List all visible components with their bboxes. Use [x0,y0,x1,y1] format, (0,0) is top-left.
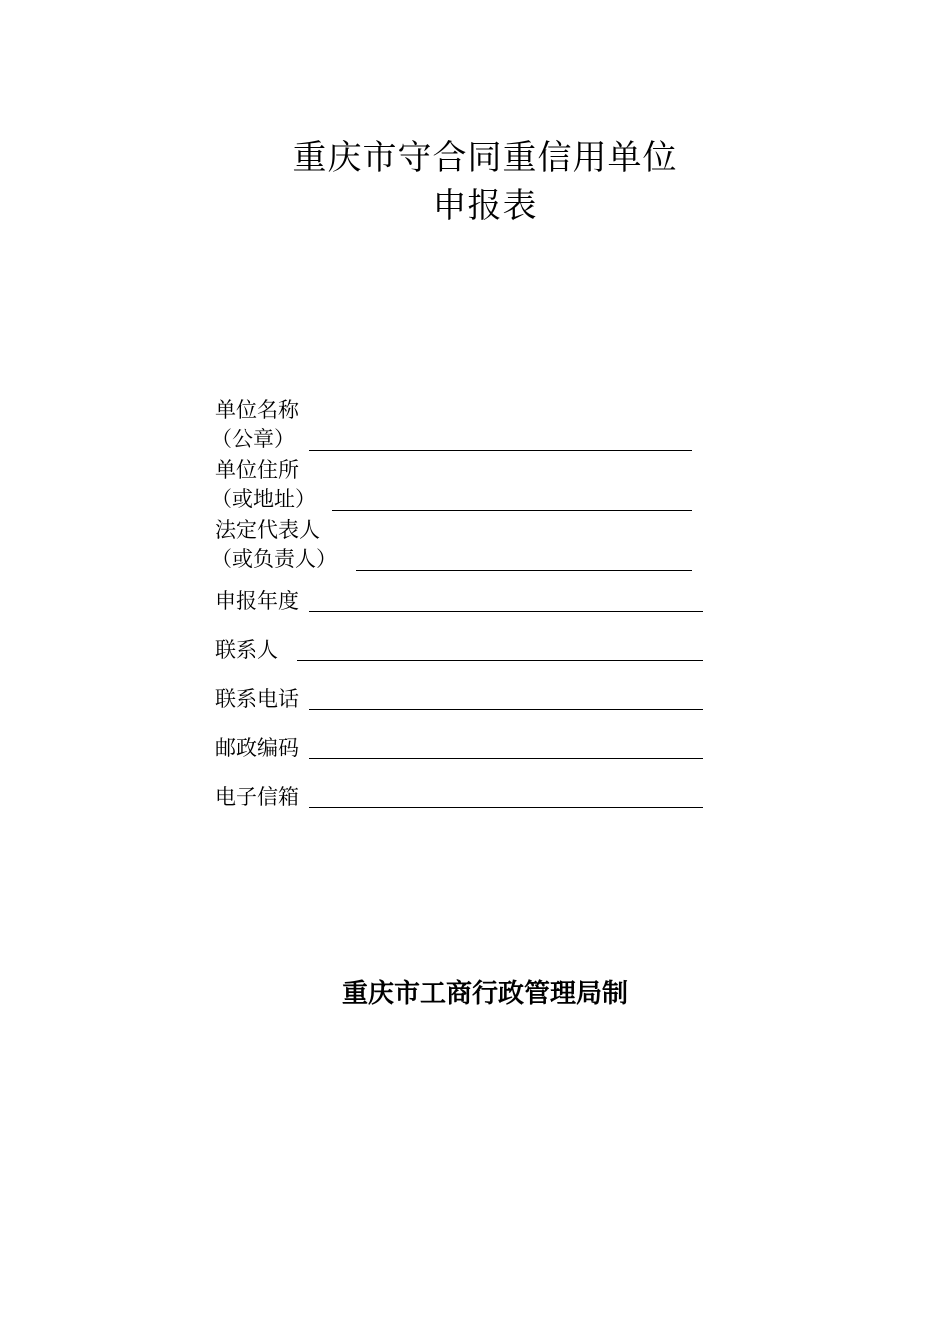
report-year-input-line[interactable] [309,611,703,612]
contact-person-input-line[interactable] [297,660,703,661]
legal-representative-input-line[interactable] [356,570,692,571]
report-year-label: 申报年度 [215,589,299,613]
contact-phone-label: 联系电话 [215,687,299,711]
legal-representative-alt-label: （或负责人） [211,547,337,571]
unit-address-alt-label: （或地址） [211,487,316,511]
issuer-footer: 重庆市工商行政管理局制 [341,979,628,1009]
document-title-line-1: 重庆市守合同重信用单位 [292,138,678,178]
email-input-line[interactable] [309,807,703,808]
unit-name-input-line[interactable] [309,450,692,451]
legal-representative-label: 法定代表人 [215,518,320,542]
contact-person-label: 联系人 [215,638,278,662]
unit-name-label: 单位名称 [215,398,299,422]
unit-address-label: 单位住所 [215,458,299,482]
contact-phone-input-line[interactable] [309,709,703,710]
postal-code-label: 邮政编码 [215,736,299,760]
unit-address-input-line[interactable] [332,510,692,511]
document-title-line-2: 申报表 [432,186,538,226]
email-label: 电子信箱 [215,785,299,809]
postal-code-input-line[interactable] [309,758,703,759]
unit-seal-label: （公章） [211,427,295,451]
